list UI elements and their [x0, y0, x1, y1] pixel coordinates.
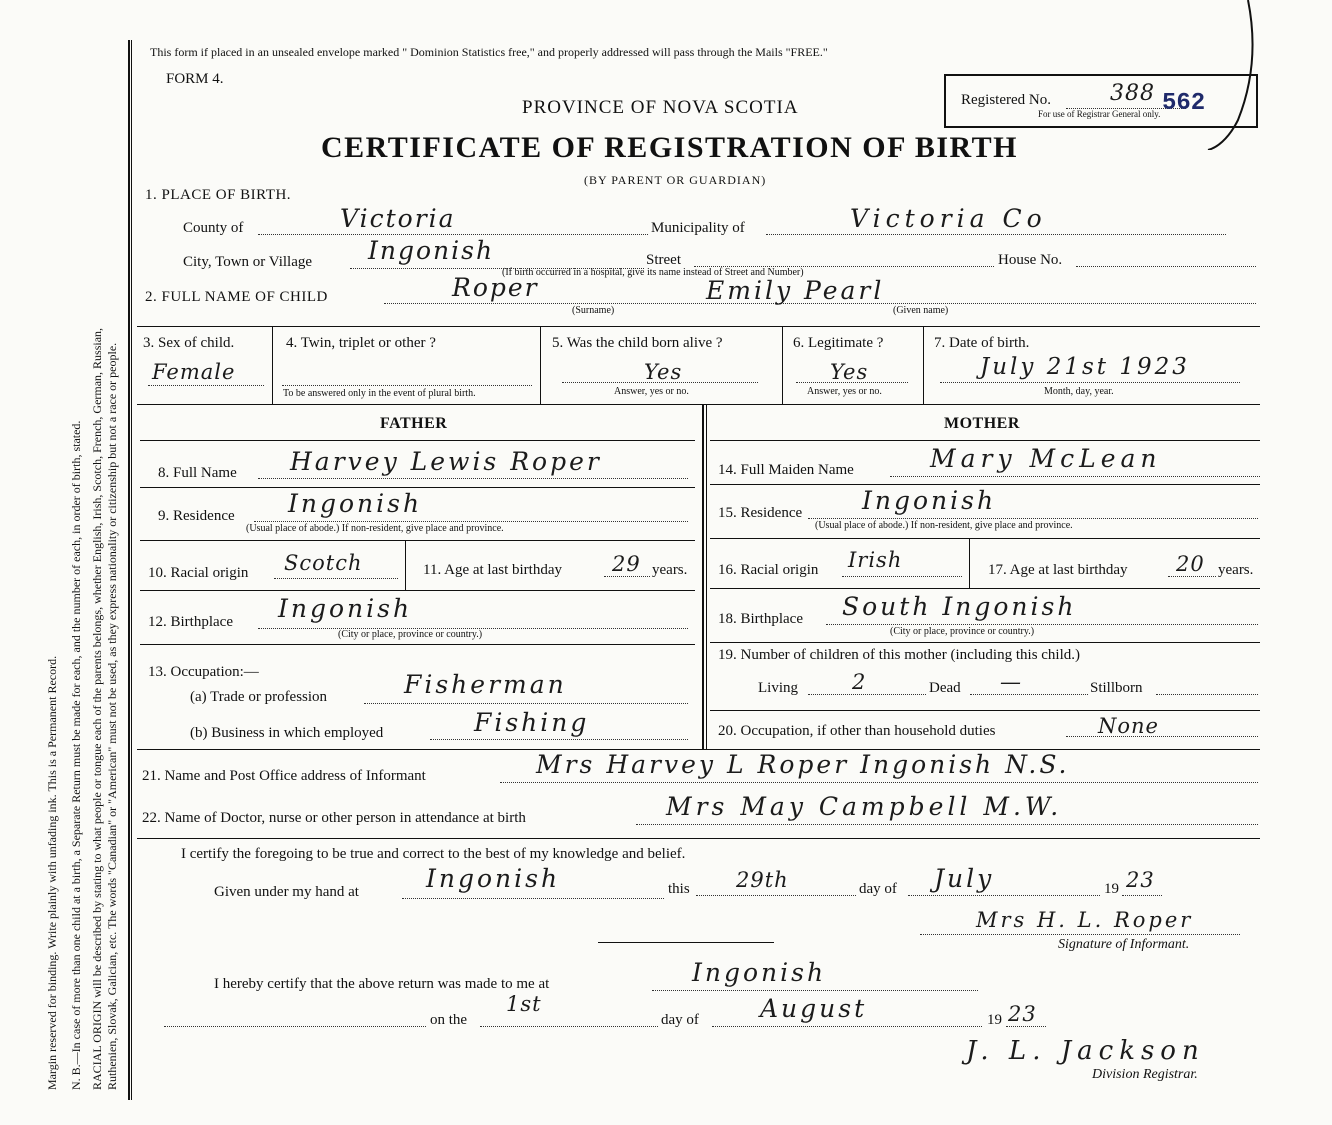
sex-value: Female — [152, 360, 236, 384]
registrar-month-line — [712, 1026, 982, 1027]
child-name-label: 2. FULL NAME OF CHILD — [145, 289, 328, 305]
registrar-day-of-label: day of — [661, 1012, 699, 1028]
dead-label: Dead — [929, 680, 961, 696]
registrar-place-line — [652, 990, 978, 991]
city-label: City, Town or Village — [183, 254, 313, 270]
certify-year-line — [1122, 895, 1162, 896]
child-surname: Roper — [452, 273, 539, 302]
father-age-value: 29 — [612, 552, 641, 576]
certify-month-line — [908, 895, 1100, 896]
rule-mother-children — [710, 710, 1260, 711]
living-value: 2 — [852, 670, 867, 694]
child-given-name: Emily Pearl — [706, 276, 885, 305]
registered-value: 388 — [1110, 81, 1155, 106]
mother-occupation-line — [1066, 736, 1258, 737]
margin-note-racial-origin-cont: Ruthenien, Slovak, Galician, etc. The words "Canadian" or "American" must not be used, as they express nationality or citizenship but not a race or people. — [105, 342, 119, 1090]
mother-racial-value: Irish — [848, 548, 903, 572]
house-no-line — [1076, 266, 1256, 267]
registrar-signature-label: Division Registrar. — [1092, 1067, 1198, 1082]
twin-note: To be answered only in the event of plural birth. — [283, 388, 476, 399]
registrar-month-value: August — [760, 994, 868, 1023]
mother-residence-value: Ingonish — [862, 486, 997, 515]
parents-divider-outer — [702, 404, 704, 749]
certify-statement: I certify the foregoing to be true and correct to the best of my knowledge and belief. — [181, 846, 686, 862]
province-title: PROVINCE OF NOVA SCOTIA — [522, 97, 799, 118]
twin-label: 4. Twin, triplet or other ? — [286, 335, 436, 351]
given-under-hand-label: Given under my hand at — [214, 884, 359, 900]
surname-caption: (Surname) — [572, 305, 615, 316]
registrar-year-line — [1006, 1026, 1046, 1027]
father-occupation-label: 13. Occupation:— — [148, 664, 259, 680]
given-name-caption: (Given name) — [893, 305, 949, 316]
informant-signature-line — [920, 934, 1240, 935]
father-trade-value: Fisherman — [404, 670, 567, 699]
hospital-note: (If birth occurred in a hospital, give its name instead of Street and Number) — [502, 267, 804, 278]
certify-day-line — [696, 895, 856, 896]
father-racial-value: Scotch — [284, 551, 363, 575]
registrar-statement: I hereby certify that the above return was made to me at — [214, 976, 550, 992]
father-birthplace-label: 12. Birthplace — [148, 614, 233, 630]
father-age-line — [604, 576, 650, 577]
county-label: County of — [183, 220, 244, 236]
mother-birthplace-line — [826, 624, 1258, 625]
rule-above-certification — [137, 838, 1260, 839]
father-residence-line — [254, 521, 688, 522]
registrar-on-label: on the — [430, 1012, 468, 1028]
rule-father-residence — [140, 540, 695, 541]
mother-residence-note: (Usual place of abode.) If non-resident, give place and province. — [815, 520, 1073, 531]
mother-birthplace-label: 18. Birthplace — [718, 611, 803, 627]
father-age-unit: years. — [652, 562, 688, 578]
rule-father-racial — [140, 590, 695, 591]
rule-mother-residence — [710, 538, 1260, 539]
certify-month-value: July — [934, 864, 995, 893]
municipality-label: Municipality of — [651, 220, 745, 236]
father-birthplace-value: Ingonish — [278, 594, 413, 623]
registrar-day-value: 1st — [506, 992, 542, 1016]
mother-birthplace-note: (City or place, province or country.) — [890, 626, 1035, 637]
dob-line — [940, 382, 1240, 383]
dob-label: 7. Date of birth. — [934, 335, 1030, 351]
mother-birthplace-value: South Ingonish — [842, 592, 1077, 621]
divider-alive-legit — [782, 326, 783, 404]
father-trade-line — [364, 703, 688, 704]
father-racial-line — [274, 578, 398, 579]
living-label: Living — [758, 680, 798, 696]
registered-label: Registered No. — [961, 92, 1051, 108]
registrar-signature: J. L. Jackson — [966, 1036, 1205, 1066]
legit-value: Yes — [830, 360, 869, 384]
mother-age-label: 17. Age at last birthday — [988, 562, 1128, 578]
mother-residence-label: 15. Residence — [718, 505, 803, 521]
county-value: Victoria — [340, 204, 456, 233]
registrar-day-line — [480, 1026, 658, 1027]
rule-above-child-details — [137, 326, 1260, 327]
postal-note: This form if placed in an unsealed envelope marked " Dominion Statistics free," and properly addressed will pass through the Mails "FREE." — [150, 45, 828, 59]
rule-father-name — [140, 487, 695, 488]
city-value: Ingonish — [368, 236, 495, 265]
father-heading: FATHER — [380, 415, 448, 432]
father-business-value: Fishing — [474, 708, 590, 737]
alive-note: Answer, yes or no. — [614, 386, 689, 397]
legit-label: 6. Legitimate ? — [793, 335, 884, 351]
father-business-line — [430, 739, 688, 740]
certificate-title: CERTIFICATE OF REGISTRATION OF BIRTH — [321, 131, 1018, 164]
house-no-label: House No. — [998, 252, 1063, 268]
dead-value: — — [1000, 670, 1022, 694]
county-line — [258, 234, 648, 235]
dob-note: Month, day, year. — [1044, 386, 1114, 397]
registrar-year-value: 23 — [1008, 1002, 1037, 1026]
street-label: Street — [646, 252, 681, 268]
margin-note-racial-origin: RACIAL ORIGIN will be described by stating to what people or tongue each of the parents belongs, whether English, Irish, Scotch, French, German, Russian, — [90, 327, 104, 1090]
father-trade-label: (a) Trade or profession — [190, 689, 328, 705]
informant-signature: Mrs H. L. Roper — [976, 908, 1194, 932]
rule-under-mother-heading — [710, 440, 1260, 441]
municipality-value: Victoria Co — [850, 204, 1047, 233]
father-birthplace-note: (City or place, province or country.) — [338, 629, 483, 640]
informant-value: Mrs Harvey L Roper Ingonish N.S. — [536, 750, 1070, 779]
doctor-line — [636, 824, 1258, 825]
father-age-label: 11. Age at last birthday — [423, 562, 562, 578]
informant-label: 21. Name and Post Office address of Informant — [142, 768, 426, 784]
certify-place-line — [402, 898, 664, 899]
certify-year-value: 23 — [1126, 868, 1155, 892]
mother-residence-line — [808, 518, 1258, 519]
mother-name-line — [890, 476, 1260, 477]
mother-age-line — [1168, 576, 1216, 577]
certify-day-of-label: day of — [859, 881, 897, 897]
rule-under-father-heading — [140, 440, 695, 441]
certify-place-value: Ingonish — [426, 864, 561, 893]
children-count-label: 19. Number of children of this mother (including this child.) — [718, 647, 1081, 663]
registered-stamp-number: 562 — [1162, 90, 1206, 117]
twin-line — [282, 385, 532, 386]
father-name-label: 8. Full Name — [158, 465, 237, 481]
municipality-line — [766, 234, 1226, 235]
father-name-value: Harvey Lewis Roper — [290, 447, 602, 476]
sex-label: 3. Sex of child. — [143, 335, 235, 351]
legit-note: Answer, yes or no. — [807, 386, 882, 397]
mother-age-value: 20 — [1176, 552, 1205, 576]
father-residence-value: Ingonish — [288, 489, 423, 518]
divider-sex-twin — [272, 326, 273, 404]
registrar-place-value: Ingonish — [692, 958, 827, 987]
margin-note-multiple-births: N. B.—In case of more than one child at a birth, a Separate Return must be made for each, and the number of each, in order of birth, stated. — [69, 420, 83, 1090]
informant-line — [500, 782, 1258, 783]
dob-value: July 21st 1923 — [980, 354, 1190, 380]
doctor-value: Mrs May Campbell M.W. — [666, 792, 1063, 821]
mother-heading: MOTHER — [944, 415, 1020, 432]
rule-mother-birthplace — [710, 642, 1260, 643]
certify-this-label: this — [668, 881, 690, 897]
sex-line — [148, 385, 264, 386]
frame-left-border — [128, 40, 130, 1100]
margin-note-binding: Margin reserved for binding. Write plainly with unfading ink. This is a Permanent Record. — [45, 655, 59, 1090]
mother-name-value: Mary McLean — [930, 444, 1162, 473]
rule-above-parents — [137, 404, 1260, 405]
father-residence-note: (Usual place of abode.) If non-resident, give place and province. — [246, 523, 504, 534]
divider-twin-alive — [540, 326, 541, 404]
mother-racial-line — [842, 576, 962, 577]
stillborn-label: Stillborn — [1090, 680, 1143, 696]
father-business-label: (b) Business in which employed — [190, 725, 384, 741]
place-of-birth-label: 1. PLACE OF BIRTH. — [145, 187, 292, 203]
mother-racial-label: 16. Racial origin — [718, 562, 819, 578]
living-line — [808, 694, 926, 695]
registrar-leading-line — [164, 1026, 426, 1027]
short-separator-rule — [598, 942, 774, 943]
certify-year-prefix: 19 — [1104, 881, 1119, 897]
parents-divider-inner — [706, 404, 707, 749]
mother-occupation-value: None — [1098, 714, 1159, 738]
mother-age-unit: years. — [1218, 562, 1254, 578]
doctor-label: 22. Name of Doctor, nurse or other person in attendance at birth — [142, 810, 526, 826]
father-racial-label: 10. Racial origin — [148, 565, 249, 581]
registrar-use-note: For use of Registrar General only. — [1038, 109, 1161, 119]
rule-mother-racial — [710, 588, 1260, 589]
dead-line — [970, 694, 1088, 695]
alive-label: 5. Was the child born alive ? — [552, 335, 723, 351]
certificate-subtitle: (BY PARENT OR GUARDIAN) — [584, 173, 767, 187]
certify-day-value: 29th — [736, 868, 789, 892]
mother-name-label: 14. Full Maiden Name — [718, 462, 854, 478]
registrar-year-prefix: 19 — [987, 1012, 1002, 1028]
rule-mother-name — [710, 484, 1260, 485]
alive-value: Yes — [644, 360, 683, 384]
divider-legit-dob — [923, 326, 924, 404]
form-number: FORM 4. — [166, 71, 224, 87]
divider-mother-racial-age — [969, 538, 970, 588]
father-name-line — [258, 478, 688, 479]
rule-father-birthplace — [140, 644, 695, 645]
frame-left-border-inner — [131, 40, 132, 1100]
informant-signature-label: Signature of Informant. — [1058, 937, 1190, 952]
divider-father-racial-age — [405, 540, 406, 590]
mother-occupation-label: 20. Occupation, if other than household duties — [718, 723, 996, 739]
stillborn-line — [1156, 694, 1258, 695]
father-residence-label: 9. Residence — [158, 508, 235, 524]
